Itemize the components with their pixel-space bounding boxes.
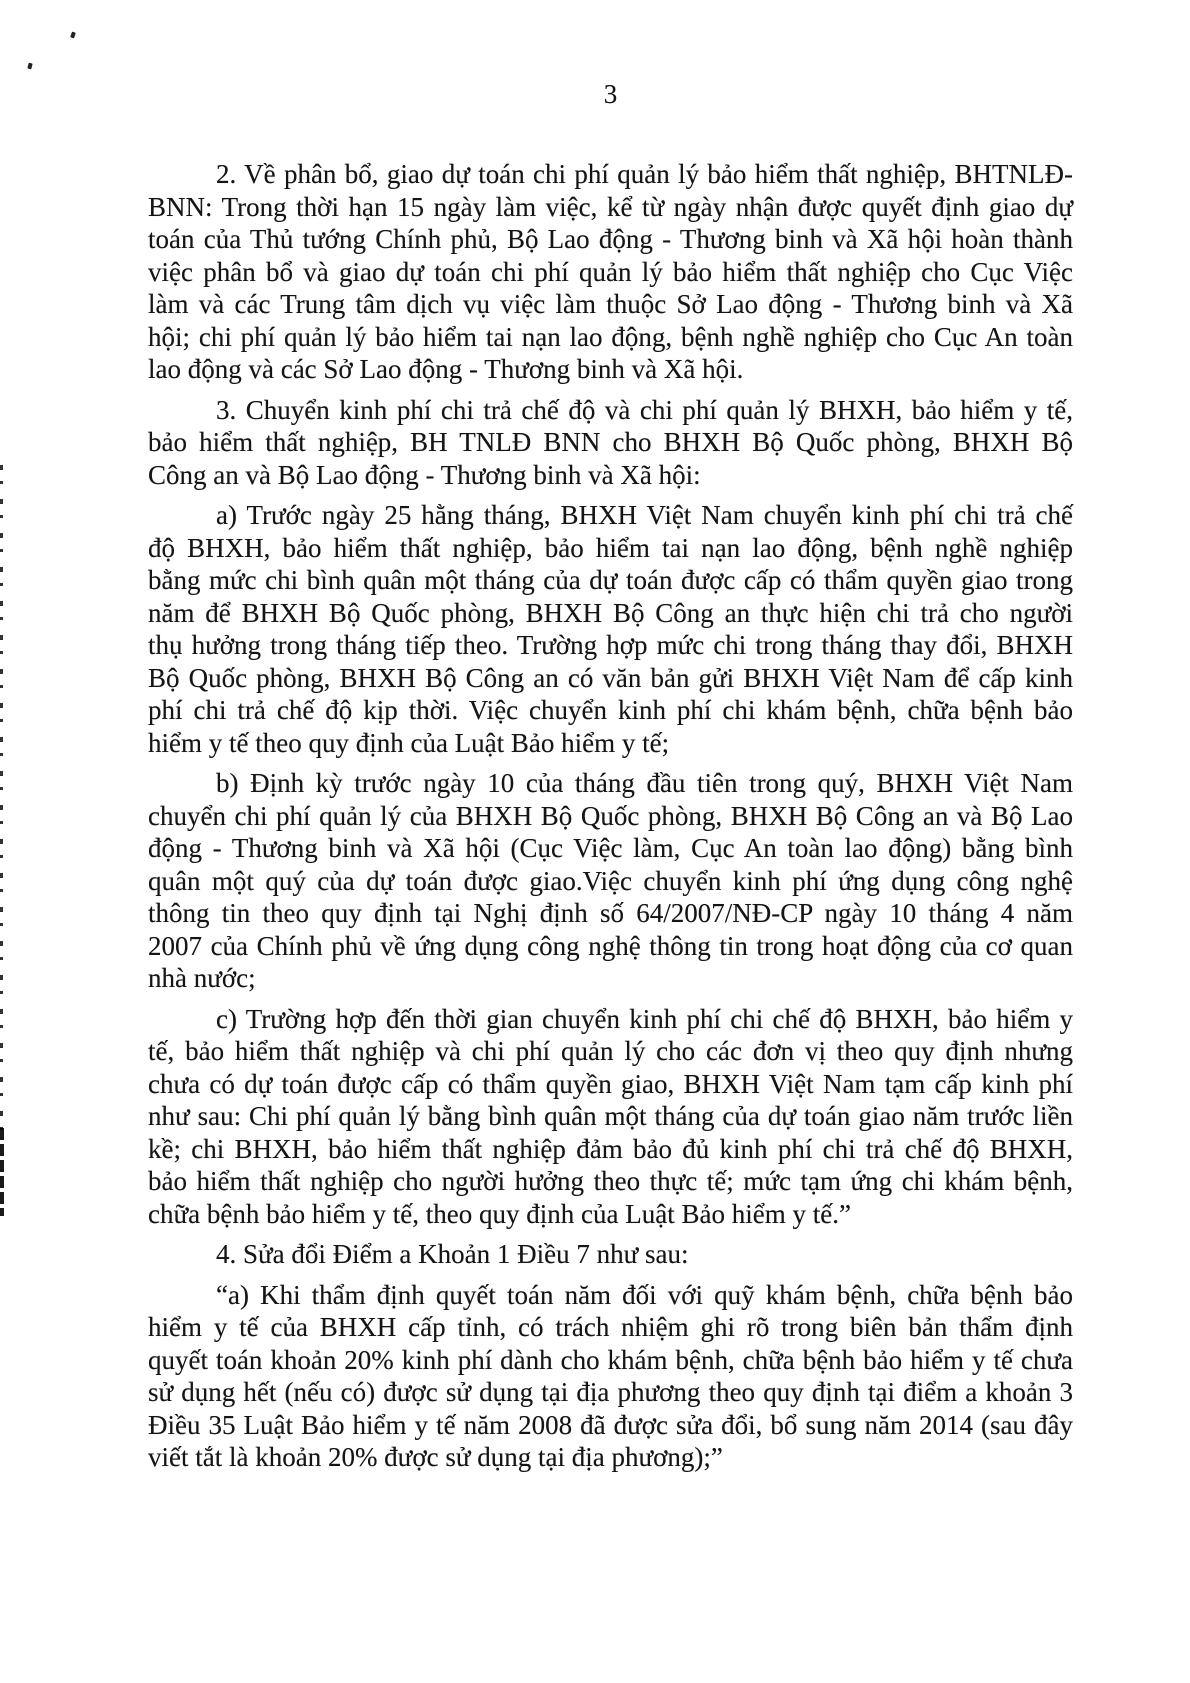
text-line: b) Định kỳ trước ngày 10 của tháng đầu tiên trong quý, BHXH Việt Nam — [216, 768, 1073, 798]
paragraph-clause-4 — [148, 1238, 1073, 1271]
paragraph-quoted-point-a — [148, 1279, 1073, 1474]
page-number: 3 — [603, 79, 618, 109]
scan-speck — [27, 63, 32, 70]
text-line: quyết toán khoản 20% kinh phí dành cho khám bệnh, chữa bệnh bảo hiểm y tế chưa — [148, 1344, 1073, 1375]
text-line: BNN: Trong thời hạn 15 ngày làm việc, kể từ ngày nhận được quyết định giao dự — [148, 191, 1073, 222]
paragraph-clause-3 — [148, 394, 1073, 492]
paragraph-point-b — [148, 767, 1073, 995]
document-body — [148, 158, 1073, 1482]
text-line: hiểm y tế theo quy định của Luật Bảo hiểm y tế; — [148, 727, 670, 758]
text-line: bảo hiểm thất nghiệp cho người hưởng theo thực tế; mức tạm ứng chi khám bệnh, — [148, 1166, 1073, 1196]
text-line: 2007 của Chính phủ về ứng dụng công nghệ thông tin trong hoạt động của cơ quan — [148, 930, 1073, 961]
text-line: c) Trường hợp đến thời gian chuyển kinh phí chi chế độ BHXH, bảo hiểm y — [216, 1003, 1073, 1034]
text-line: tế, bảo hiểm thất nghiệp và chi phí quản lý cho các đơn vị theo quy định nhưng — [148, 1036, 1073, 1066]
text-line: Điều 35 Luật Bảo hiểm y tế năm 2008 đã được sửa đổi, bổ sung năm 2014 (sau đây — [148, 1409, 1073, 1440]
paragraph-point-a — [148, 499, 1073, 759]
text-line: hiểm y tế của BHXH cấp tỉnh, có trách nhiệm ghi rõ trong biên bản thẩm định — [148, 1312, 1073, 1342]
text-line: động - Thương binh và Xã hội (Cục Việc làm, Cục An toàn lao động) bằng bình — [148, 833, 1073, 863]
text-line: thụ hưởng trong tháng tiếp theo. Trường hợp mức chi trong tháng thay đổi, BHXH — [148, 630, 1073, 660]
text-line: quân một quý của dự toán được giao.Việc chuyển kinh phí ứng dụng công nghệ — [148, 865, 1073, 896]
text-line: 3. Chuyển kinh phí chi trả chế độ và chi phí quản lý BHXH, bảo hiểm y tế, — [216, 394, 1073, 425]
scan-edge-artifact — [0, 465, 3, 1140]
text-line: sử dụng hết (nếu có) được sử dụng tại địa phương theo quy định tại điểm a khoản 3 — [148, 1377, 1073, 1407]
text-line: Công an và Bộ Lao động - Thương binh và Xã hội: — [148, 459, 701, 490]
paragraph-point-c — [148, 1003, 1073, 1231]
text-line: nhà nước; — [148, 963, 256, 993]
text-line: 4. Sửa đổi Điểm a Khoản 1 Điều 7 như sau: — [216, 1239, 689, 1269]
text-line: chữa bệnh bảo hiểm y tế, theo quy định của Luật Bảo hiểm y tế.” — [148, 1198, 851, 1229]
paragraph-clause-2 — [148, 158, 1073, 386]
text-line: năm để BHXH Bộ Quốc phòng, BHXH Bộ Công an thực hiện chi trả cho người — [148, 597, 1073, 628]
text-line: hội; chi phí quản lý bảo hiểm tai nạn lao động, bệnh nghề nghiệp cho Cục An toàn — [148, 321, 1073, 352]
text-line: chưa có dự toán được cấp có thẩm quyền giao, BHXH Việt Nam tạm cấp kinh phí — [148, 1068, 1073, 1099]
text-line: bằng mức chi bình quân một tháng của dự toán được cấp có thẩm quyền giao trong — [148, 565, 1073, 595]
text-line: việc phân bổ và giao dự toán chi phí quản lý bảo hiểm thất nghiệp cho Cục Việc — [148, 256, 1073, 287]
text-line: a) Trước ngày 25 hằng tháng, BHXH Việt Nam chuyển kinh phí chi trả chế — [216, 500, 1073, 530]
text-line: như sau: Chi phí quản lý bằng bình quân một tháng của dự toán giao năm trước liền — [148, 1101, 1073, 1131]
text-line: thông tin theo quy định tại Nghị định số 64/2007/NĐ-CP ngày 10 tháng 4 năm — [148, 898, 1073, 928]
text-line: Bộ Quốc phòng, BHXH Bộ Công an có văn bản gửi BHXH Việt Nam để cấp kinh — [148, 662, 1073, 693]
text-line: viết tắt là khoản 20% được sử dụng tại địa phương);” — [148, 1442, 723, 1472]
text-line: “a) Khi thẩm định quyết toán năm đối với quỹ khám bệnh, chữa bệnh bảo — [216, 1279, 1073, 1310]
text-line: 2. Về phân bổ, giao dự toán chi phí quản lý bảo hiểm thất nghiệp, BHTNLĐ- — [216, 159, 1073, 189]
text-line: bảo hiểm thất nghiệp, BH TNLĐ BNN cho BHXH Bộ Quốc phòng, BHXH Bộ — [148, 427, 1073, 457]
scan-edge-artifact — [0, 1128, 4, 1216]
text-line: phí chi trả chế độ kịp thời. Việc chuyển kinh phí chi khám bệnh, chữa bệnh bảo — [148, 695, 1073, 725]
text-line: lao động và các Sở Lao động - Thương binh và Xã hội. — [148, 354, 744, 384]
text-line: độ BHXH, bảo hiểm thất nghiệp, bảo hiểm tai nạn lao động, bệnh nghề nghiệp — [148, 532, 1073, 563]
scan-speck — [70, 31, 76, 38]
text-line: toán của Thủ tướng Chính phủ, Bộ Lao động - Thương binh và Xã hội hoàn thành — [148, 224, 1073, 254]
text-line: làm và các Trung tâm dịch vụ việc làm thuộc Sở Lao động - Thương binh và Xã — [148, 289, 1073, 319]
text-line: kề; chi BHXH, bảo hiểm thất nghiệp đảm bảo đủ kinh phí chi trả chế độ BHXH, — [148, 1133, 1073, 1164]
text-line: chuyển chi phí quản lý của BHXH Bộ Quốc phòng, BHXH Bộ Công an và Bộ Lao — [148, 800, 1073, 831]
